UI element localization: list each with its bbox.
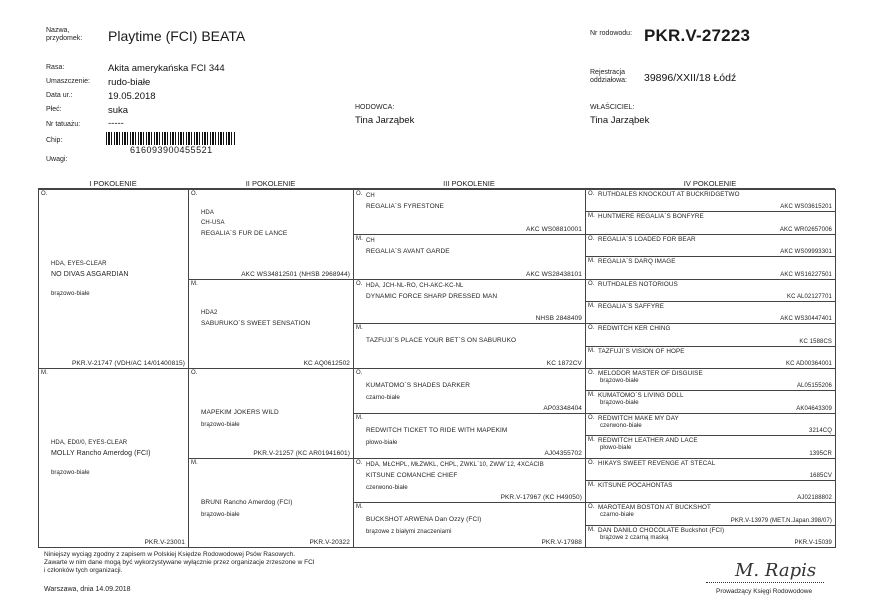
sex-marker: M. <box>356 325 363 332</box>
sex-marker: O. <box>588 459 595 466</box>
signature-line <box>706 582 824 583</box>
sex-marker: M. <box>588 213 595 220</box>
chip-barcode <box>106 132 236 145</box>
reg-number: PKR.V-15039 <box>794 540 832 546</box>
sex: suka <box>108 105 129 116</box>
dog-name: REGALIA`S AVANT GARDE <box>366 247 450 255</box>
dog-titles: HDA <box>201 210 214 216</box>
reg-number: PKR.V-27223 <box>644 26 751 45</box>
dog-name: REDWITCH MAKE MY DAY <box>598 414 679 422</box>
dog-titles: HDA, MŁCHPL, MŁZWKL, CHPL, ZWKL`10, ZWW`12, 4XCACIB <box>366 461 544 468</box>
dog-name: KUMATOMO`S LIVING DOLL <box>598 392 684 400</box>
dog-name: TAZFUJI`S VISION OF HOPE <box>598 347 685 355</box>
reg-number: PKR.V-17967 (KC H49050) <box>500 494 582 502</box>
pedigree-cell <box>353 234 586 280</box>
dog-name: HUNTMERE REGALIA`S BONFYRE <box>598 213 704 221</box>
chip-number: 616093900455521 <box>130 145 213 155</box>
pedigree-cell <box>585 189 836 212</box>
registration: 39896/XXII/18 Łódź <box>644 72 737 84</box>
sex-marker: M. <box>41 370 48 376</box>
reg-number: AKC WS08810001 <box>526 225 582 233</box>
sex-marker: O. <box>41 191 48 197</box>
sex-marker: M. <box>588 392 595 399</box>
pedigree-cell <box>585 458 836 481</box>
dog-name: KITSUNE POCAHONTAS <box>598 481 673 489</box>
dog-name: REDWITCH LEATHER AND LACE <box>598 437 698 445</box>
breed: Akita amerykańska FCI 344 <box>108 63 225 74</box>
pedigree-cell <box>38 189 189 369</box>
dog-name: KUMATOMO`S SHADES DARKER <box>366 382 471 389</box>
dog-color: brązowe z czarną maską <box>600 534 669 541</box>
dog-color: brązowo-białe <box>201 511 240 518</box>
footer-line-1: Niniejszy wyciąg zgodny z zapisem w Polskiej Księdze Rodowodowej Psów Rasowych. <box>44 551 296 558</box>
pedigree-cell <box>585 301 836 324</box>
reg-number: AKC WS16227501 <box>780 271 832 278</box>
signer-title: Prowadzący Księgi Rodowodowe <box>716 588 813 595</box>
sex-marker: O. <box>588 370 595 376</box>
dog-color: czerwono-białe <box>600 422 642 429</box>
pedigree-cell <box>585 413 836 436</box>
pedigree-cell <box>585 435 836 458</box>
dog-name: SABURUKO`S SWEET SENSATION <box>201 319 311 327</box>
breed-label: Rasa: <box>46 64 65 71</box>
dog-name: DAN DANILO CHOCOLATE Buckshot (FCI) <box>598 526 725 534</box>
sex-marker: O. <box>588 191 595 197</box>
footer-line-2: Zawarte w nim dane mogą być wykorzystywane wyłącznie przez organizacje zrzeszone w FCI <box>44 559 315 566</box>
reg-number: AKC WS03615201 <box>780 204 832 211</box>
reg-number: NHSB 2848409 <box>535 315 582 323</box>
dog-name: NO DIVAS ASGARDIAN <box>51 271 129 278</box>
reg-number: AK04643309 <box>796 405 832 412</box>
pedigree-cell <box>585 256 836 279</box>
reg-number: PKR.V-21257 (KC AR01941601) <box>253 449 350 457</box>
sex-marker: O. <box>356 459 363 466</box>
dog-titles: HDA, EYES-CLEAR <box>51 261 107 267</box>
sex-marker: O. <box>191 370 198 376</box>
sex-marker: M. <box>588 526 595 533</box>
sex-marker: O. <box>588 280 595 287</box>
dog-color: płowo-białe <box>366 439 398 446</box>
dog-color: brązowo-białe <box>51 470 90 476</box>
reg-number: PKR.V-20322 <box>309 539 350 546</box>
reg-number: AKC WS28438101 <box>526 270 582 278</box>
pedigree-cell <box>353 323 586 369</box>
tattoo: ----- <box>108 118 124 129</box>
dog-name: REGALIA`S FYRESTONE <box>366 203 444 210</box>
dog-name: BUCKSHOT ARWENA Dan Ozzy (FCI) <box>366 516 482 524</box>
reg-number: AKC WS30447401 <box>780 316 832 323</box>
dog-name: KITSUNE COMANCHE CHIEF <box>366 471 458 479</box>
chip-label: Chip: <box>46 137 63 144</box>
pedigree-cell <box>585 323 836 346</box>
pedigree-cell <box>353 458 586 504</box>
dog-titles: CH-USA <box>201 220 225 226</box>
dog-titles: HDA2 <box>201 309 218 316</box>
sex-marker: O. <box>356 191 363 197</box>
registration-label: Rejestracja oddziałowa: <box>590 69 627 84</box>
dog-name: MELODOR MASTER OF DISGUISE <box>598 370 703 377</box>
dog-titles: CH <box>366 237 375 244</box>
tattoo-label: Nr tatuażu: <box>46 121 81 128</box>
breeder: Tina Jarząbek <box>355 115 415 126</box>
dog-name: REGALIA`S DARQ IMAGE <box>598 258 676 266</box>
dog-color: brązowo-białe <box>201 422 240 428</box>
reg-number: AKC WS34812501 (NHSB 2968944) <box>241 270 350 278</box>
sex-marker: M. <box>191 280 198 287</box>
sex-marker: O. <box>588 235 595 242</box>
pedigree-cell <box>188 189 354 280</box>
reg-number: PKR.V-13979 (MET.N.Japan.398/07) <box>730 517 832 524</box>
dog-name: REGALIA`S FUR DE LANCE <box>201 230 288 237</box>
sex-marker: O. <box>356 280 363 287</box>
dog-titles: CH <box>366 193 375 199</box>
gen-header-1: I POKOLENIE <box>38 179 188 189</box>
pedigree-cell <box>353 413 586 459</box>
dog-color: brązowe z białymi znaczeniami <box>366 529 452 536</box>
dog-color: czerwono-białe <box>366 484 408 491</box>
pedigree-cell <box>353 368 586 414</box>
color: rudo-białe <box>108 77 151 88</box>
pedigree-cell <box>585 390 836 413</box>
name-label: Nazwa, przydomek: <box>46 27 83 42</box>
dog-name: HIKAYS SWEET REVENGE AT STECAL <box>598 459 716 467</box>
sex-marker: M. <box>588 302 595 309</box>
reg-number: KC 1588CS <box>799 338 832 345</box>
owner: Tina Jarząbek <box>590 115 650 126</box>
dog-name: BRUNI Rancho Amerdog (FCI) <box>201 498 293 506</box>
dog-name: MAPEKIM JOKERS WILD <box>201 409 279 416</box>
pedigree-cell <box>353 279 586 325</box>
pedigree-cell <box>38 368 189 548</box>
breeder-label: HODOWCA: <box>355 104 395 111</box>
dog-color: brązowo-białe <box>51 291 90 297</box>
dog-color: czarno-białe <box>600 512 634 519</box>
reg-number: KC AD00364001 <box>785 361 832 367</box>
sex-marker: M. <box>356 414 363 421</box>
reg-number: AKC WR02657006 <box>779 226 832 233</box>
reg-number: AJ04355702 <box>544 449 582 457</box>
reg-number: 1685CV <box>809 472 832 479</box>
reg-number: KC AL02127701 <box>786 293 832 300</box>
dog-name: Playtime (FCI) BEATA <box>108 28 246 44</box>
pedigree-cell <box>585 279 836 302</box>
pedigree-cell <box>188 458 354 549</box>
sex-label: Płeć: <box>46 106 62 113</box>
dog-color: brązowo-białe <box>600 400 639 407</box>
reg-number: PKR.V-17988 <box>541 539 582 546</box>
sex-marker: O. <box>588 325 595 332</box>
dob-label: Data ur.: <box>46 92 73 99</box>
reg-number: AKC WS09993301 <box>780 249 832 256</box>
dog-name: DYNAMIC FORCE SHARP DRESSED MAN <box>366 292 498 300</box>
sex-marker: M. <box>588 481 595 488</box>
pedigree-cell <box>585 502 836 525</box>
pedigree-cell <box>188 368 354 459</box>
dog-color: płowo-białe <box>600 445 632 452</box>
sex-marker: M. <box>588 347 595 354</box>
signature: M. Rapis <box>735 560 817 581</box>
gen-header-2: II POKOLENIE <box>188 179 353 189</box>
sex-marker: M. <box>588 437 595 444</box>
sex-marker: O. <box>356 370 363 376</box>
dog-name: TAZFUJI`S PLACE YOUR BET`S ON SABURUKO <box>366 337 517 345</box>
dog-name: MAROTEAM BOSTON AT BUCKSHOT <box>598 504 711 512</box>
owner-label: WŁAŚCICIEL: <box>590 104 635 111</box>
pedigree-cell <box>585 234 836 257</box>
dog-titles: HDA, ED0/0, EYES-CLEAR <box>51 440 128 446</box>
pedigree-cell <box>188 279 354 370</box>
reg-number: AJ02188802 <box>797 495 832 502</box>
reg-number: AL05155206 <box>796 383 832 390</box>
sex-marker: O. <box>588 504 595 511</box>
dob: 19.05.2018 <box>108 91 156 102</box>
gen-header-4: IV POKOLENIE <box>585 179 835 189</box>
pedigree-cell <box>585 525 836 548</box>
pedigree-cell <box>353 189 586 235</box>
sex-marker: M. <box>356 235 363 242</box>
sex-marker: M. <box>356 504 363 511</box>
dog-color: czarno-białe <box>366 395 400 401</box>
reg-number: KC 1872CV <box>546 360 582 367</box>
dog-name: RUTHDALES KNOCKOUT AT BUCKRIDGETWO <box>598 191 740 198</box>
pedigree-cell <box>585 346 836 369</box>
reg-number: AP03348404 <box>543 404 582 412</box>
reg-number: PKR.V-23001 <box>144 539 185 546</box>
footer-line-3: i członków tych organizacji. <box>44 567 123 574</box>
sex-marker: M. <box>191 459 198 466</box>
gen-header-3: III POKOLENIE <box>353 179 585 189</box>
pedigree-cell <box>353 502 586 548</box>
reg-number: KC AQ0612502 <box>303 360 350 367</box>
reg-label: Nr rodowodu: <box>590 30 633 37</box>
reg-number: 3214CQ <box>809 428 832 435</box>
color-label: Umaszczenie: <box>46 78 90 85</box>
sex-marker: M. <box>588 258 595 265</box>
pedigree-cell <box>585 368 836 391</box>
dog-name: REDWITCH KER CHING <box>598 325 671 333</box>
dog-name: MOLLY Rancho Amerdog (FCI) <box>51 450 151 457</box>
dog-name: REGALIA`S LOADED FOR BEAR <box>598 235 696 243</box>
sex-marker: O. <box>588 414 595 421</box>
reg-number: 1395CR <box>809 450 832 457</box>
pedigree-cell <box>585 480 836 503</box>
place-date: Warszawa, dnia 14.09.2018 <box>44 586 131 593</box>
pedigree-cell <box>585 211 836 234</box>
dog-name: RUTHDALES NOTORIOUS <box>598 280 678 288</box>
dog-name: REGALIA`S SAFFYRE <box>598 302 665 310</box>
dog-titles: HDA, JCH-NL-RO, CH-AKC-KC-NL <box>366 282 464 289</box>
dog-name: REDWITCH TICKET TO RIDE WITH MAPEKIM <box>366 426 508 434</box>
reg-number: PKR.V-21747 (VDH/AC 14/01400815) <box>71 360 185 367</box>
dog-color: brązowo-białe <box>600 378 639 384</box>
notes-label: Uwagi: <box>46 156 68 163</box>
sex-marker: O. <box>191 191 198 197</box>
